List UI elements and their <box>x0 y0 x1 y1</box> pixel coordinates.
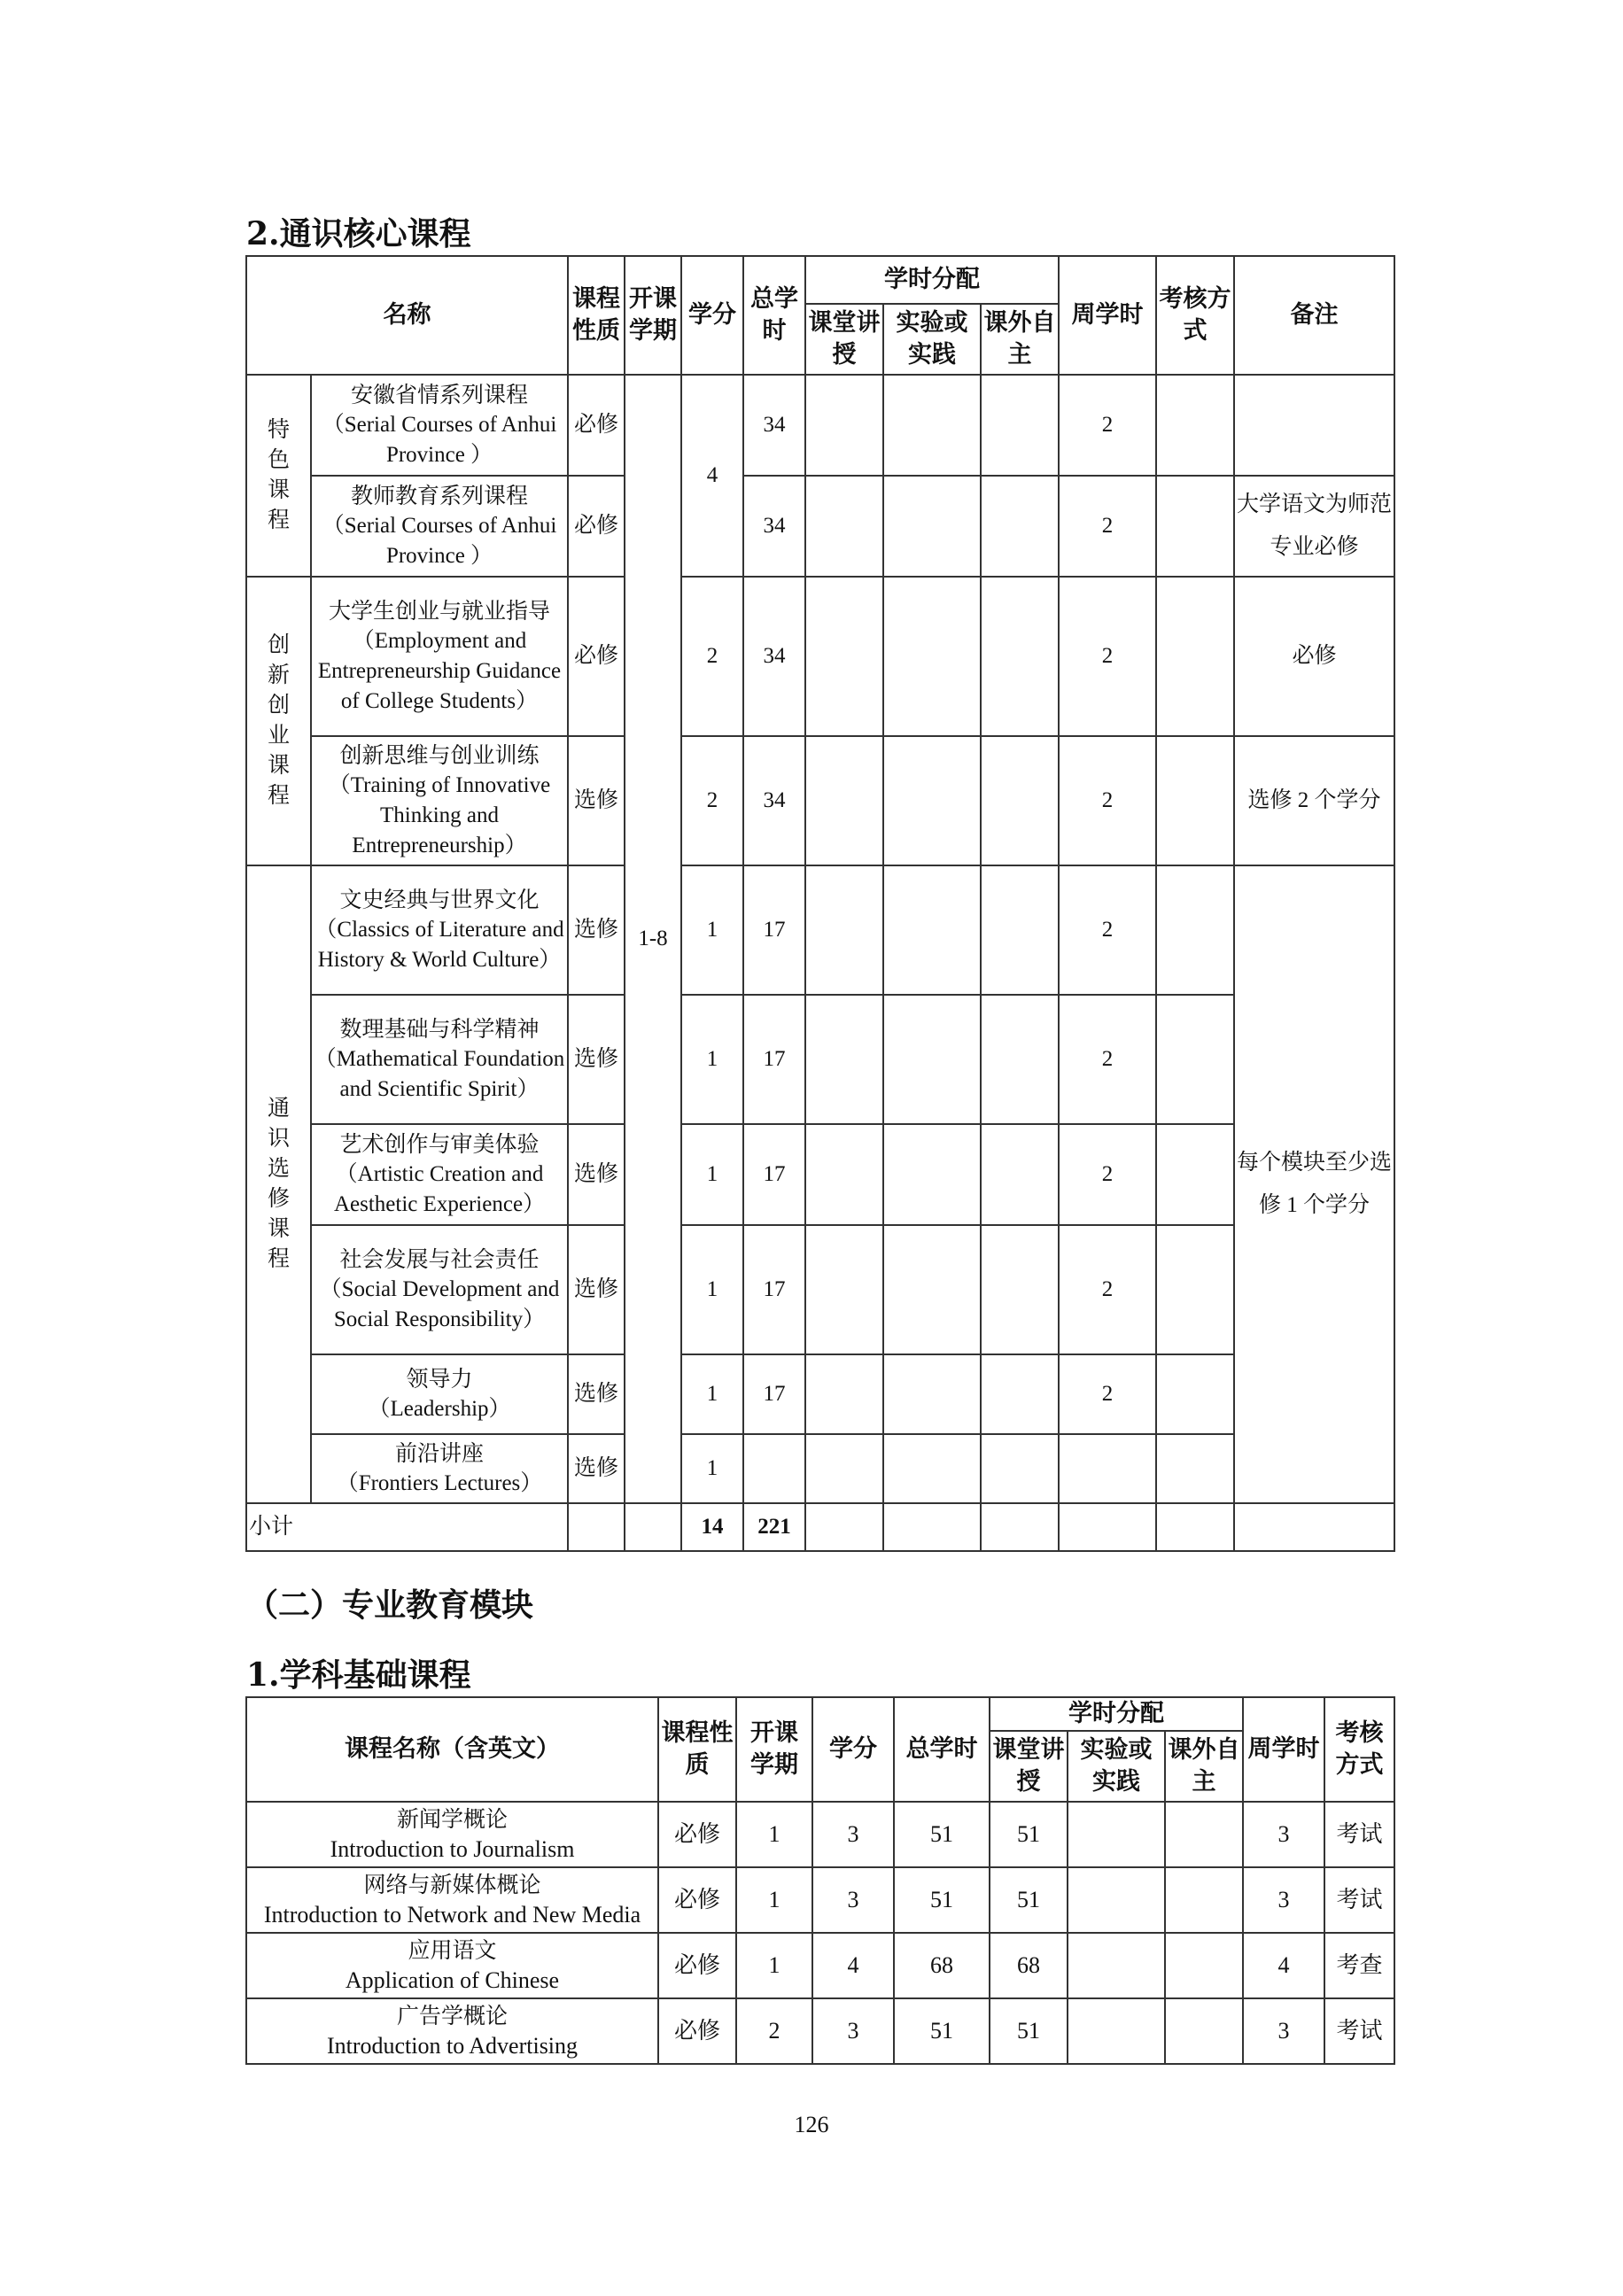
course-nature: 选修 <box>568 736 625 865</box>
table-row <box>246 995 1394 1124</box>
course-total-hours: 34 <box>743 736 805 865</box>
header-outside: 课外自主 <box>981 304 1059 375</box>
course-weekly-hours: 3 <box>1243 1802 1324 1867</box>
header-lab: 实验或实践 <box>1068 1731 1165 1802</box>
course-semester: 1 <box>736 1933 812 1998</box>
header-lecture: 课堂讲授 <box>805 304 883 375</box>
course-exam: 考试 <box>1324 1867 1394 1933</box>
course-credits: 3 <box>812 1867 894 1933</box>
course-credits: 3 <box>812 1802 894 1867</box>
course-exam: 考试 <box>1324 1998 1394 2064</box>
header-exam-method: 考核方式 <box>1156 256 1234 375</box>
subtotal-row <box>246 1503 1394 1551</box>
course-name: 艺术创作与审美体验 （Artistic Creation and Aesthetic Experience） <box>311 1124 568 1225</box>
table-row <box>246 1998 1394 2064</box>
featured-credits: 4 <box>681 375 743 577</box>
page-number: 126 <box>794 2112 829 2137</box>
header-credits: 学分 <box>681 256 743 375</box>
course-total-hours: 17 <box>743 865 805 995</box>
header-nature: 课程性质 <box>568 256 625 375</box>
course-nature: 必修 <box>568 375 625 476</box>
table-row <box>246 375 1394 476</box>
header-credits: 学分 <box>812 1697 894 1802</box>
table-row <box>246 1933 1394 1998</box>
table-row <box>246 577 1394 736</box>
course-total-hours: 34 <box>743 476 805 577</box>
header-hours-distribution: 学时分配 <box>805 256 1059 304</box>
course-exam: 考试 <box>1324 1802 1394 1867</box>
header-semester: 开课学期 <box>736 1697 812 1802</box>
course-weekly-hours: 3 <box>1243 1998 1324 2064</box>
course-lecture-hours: 51 <box>990 1867 1068 1933</box>
course-nature: 选修 <box>568 1354 625 1434</box>
course-total-hours <box>743 1434 805 1503</box>
course-name: 领导力 （Leadership） <box>311 1354 568 1434</box>
course-nature: 选修 <box>568 1124 625 1225</box>
header-lecture: 课堂讲授 <box>990 1731 1068 1802</box>
course-weekly-hours: 3 <box>1243 1867 1324 1933</box>
course-nature: 必修 <box>658 1933 736 1998</box>
course-name: 安徽省情系列课程 （Serial Courses of Anhui Province ） <box>311 375 568 476</box>
subtotal-total-hours: 221 <box>743 1503 805 1551</box>
course-credits: 3 <box>812 1998 894 2064</box>
course-weekly-hours: 2 <box>1059 865 1156 995</box>
course-nature: 必修 <box>658 1867 736 1933</box>
course-nature: 必修 <box>658 1802 736 1867</box>
table-row <box>246 1867 1394 1933</box>
header-weekly-hours: 周学时 <box>1059 256 1156 375</box>
table-row <box>246 1124 1394 1225</box>
course-name: 数理基础与科学精神 （Mathematical Foundation and Scientific Spirit） <box>311 995 568 1124</box>
course-exam: 考查 <box>1324 1933 1394 1998</box>
group-innovation: 创 新 创 业 课 程 <box>246 577 311 865</box>
general-core-table <box>245 255 1395 1552</box>
header-total-hours: 总学时 <box>894 1697 990 1802</box>
table-row <box>246 1434 1394 1503</box>
course-credits: 1 <box>681 1124 743 1225</box>
header-weekly-hours: 周学时 <box>1243 1697 1324 1802</box>
course-lecture-hours: 51 <box>990 1998 1068 2064</box>
course-nature: 选修 <box>568 865 625 995</box>
course-name: 教师教育系列课程 （Serial Courses of Anhui Province ） <box>311 476 568 577</box>
course-name: 网络与新媒体概论 Introduction to Network and New Media <box>246 1867 658 1933</box>
subject-foundation-table <box>245 1696 1395 2065</box>
course-total-hours: 17 <box>743 995 805 1124</box>
course-nature: 选修 <box>568 1434 625 1503</box>
course-name: 社会发展与社会责任 （Social Development and Social Responsibility） <box>311 1225 568 1354</box>
header-name: 课程名称（含英文） <box>246 1697 658 1802</box>
section-title-subject-foundation: 1.学科基础课程 <box>246 1656 471 1694</box>
course-total-hours: 51 <box>894 1998 990 2064</box>
course-note: 必修 <box>1234 577 1394 736</box>
header-semester: 开课学期 <box>625 256 681 375</box>
table-row <box>246 1354 1394 1434</box>
course-nature: 必修 <box>568 476 625 577</box>
course-total-hours: 51 <box>894 1802 990 1867</box>
course-nature: 必修 <box>568 577 625 736</box>
course-total-hours: 34 <box>743 577 805 736</box>
course-lecture-hours: 51 <box>990 1802 1068 1867</box>
course-weekly-hours: 2 <box>1059 736 1156 865</box>
course-weekly-hours: 2 <box>1059 577 1156 736</box>
course-total-hours: 51 <box>894 1867 990 1933</box>
table-row <box>246 1225 1394 1354</box>
course-credits: 1 <box>681 1225 743 1354</box>
course-name: 新闻学概论 Introduction to Journalism <box>246 1802 658 1867</box>
group-featured: 特 色 课 程 <box>246 375 311 577</box>
table-row <box>246 736 1394 865</box>
course-name: 文史经典与世界文化 （Classics of Literature and History & World Culture） <box>311 865 568 995</box>
course-credits: 4 <box>812 1933 894 1998</box>
course-total-hours: 34 <box>743 375 805 476</box>
course-nature: 选修 <box>568 995 625 1124</box>
header-notes: 备注 <box>1234 256 1394 375</box>
course-note <box>1234 375 1394 476</box>
subtotal-credits: 14 <box>681 1503 743 1551</box>
course-note: 选修 2 个学分 <box>1234 736 1394 865</box>
course-semester: 1 <box>736 1802 812 1867</box>
header-hours-distribution: 学时分配 <box>990 1697 1243 1731</box>
header-exam-method: 考核方式 <box>1324 1697 1394 1802</box>
course-weekly-hours: 2 <box>1059 1225 1156 1354</box>
semester-range: 1-8 <box>625 375 681 1503</box>
section-title-general-core: 2.通识核心课程 <box>246 215 471 252</box>
section-title-professional: （二）专业教育模块 <box>246 1586 534 1624</box>
course-lecture-hours: 68 <box>990 1933 1068 1998</box>
course-nature: 必修 <box>658 1998 736 2064</box>
course-name: 广告学概论 Introduction to Advertising <box>246 1998 658 2064</box>
course-name: 应用语文 Application of Chinese <box>246 1933 658 1998</box>
course-nature: 选修 <box>568 1225 625 1354</box>
header-nature: 课程性质 <box>658 1697 736 1802</box>
group-elective: 通 识 选 修 课 程 <box>246 865 311 1503</box>
course-weekly-hours: 2 <box>1059 1354 1156 1434</box>
course-credits: 2 <box>681 577 743 736</box>
course-total-hours: 17 <box>743 1354 805 1434</box>
course-credits: 1 <box>681 1354 743 1434</box>
course-credits: 1 <box>681 1434 743 1503</box>
header-total-hours: 总学时 <box>743 256 805 375</box>
header-outside: 课外自主 <box>1165 1731 1243 1802</box>
course-semester: 2 <box>736 1998 812 2064</box>
course-total-hours: 68 <box>894 1933 990 1998</box>
course-weekly-hours: 4 <box>1243 1933 1324 1998</box>
elective-note: 每个模块至少选修 1 个学分 <box>1234 865 1394 1503</box>
table-row <box>246 476 1394 577</box>
course-weekly-hours: 2 <box>1059 995 1156 1124</box>
course-credits: 1 <box>681 995 743 1124</box>
course-weekly-hours <box>1059 1434 1156 1503</box>
course-credits: 2 <box>681 736 743 865</box>
course-name: 创新思维与创业训练 （Training of Innovative Thinking and Entrepreneurship） <box>311 736 568 865</box>
header-name: 名称 <box>246 256 568 375</box>
header-lab: 实验或实践 <box>883 304 981 375</box>
course-total-hours: 17 <box>743 1124 805 1225</box>
course-name: 大学生创业与就业指导 （Employment and Entrepreneurship Guidance of College Students） <box>311 577 568 736</box>
course-weekly-hours: 2 <box>1059 476 1156 577</box>
course-total-hours: 17 <box>743 1225 805 1354</box>
course-semester: 1 <box>736 1867 812 1933</box>
table-row <box>246 1802 1394 1867</box>
course-name: 前沿讲座 （Frontiers Lectures） <box>311 1434 568 1503</box>
table-row <box>246 865 1394 995</box>
course-weekly-hours: 2 <box>1059 1124 1156 1225</box>
course-credits: 1 <box>681 865 743 995</box>
course-note: 大学语文为师范专业必修 <box>1234 476 1394 577</box>
course-weekly-hours: 2 <box>1059 375 1156 476</box>
subtotal-label: 小计 <box>246 1503 568 1551</box>
